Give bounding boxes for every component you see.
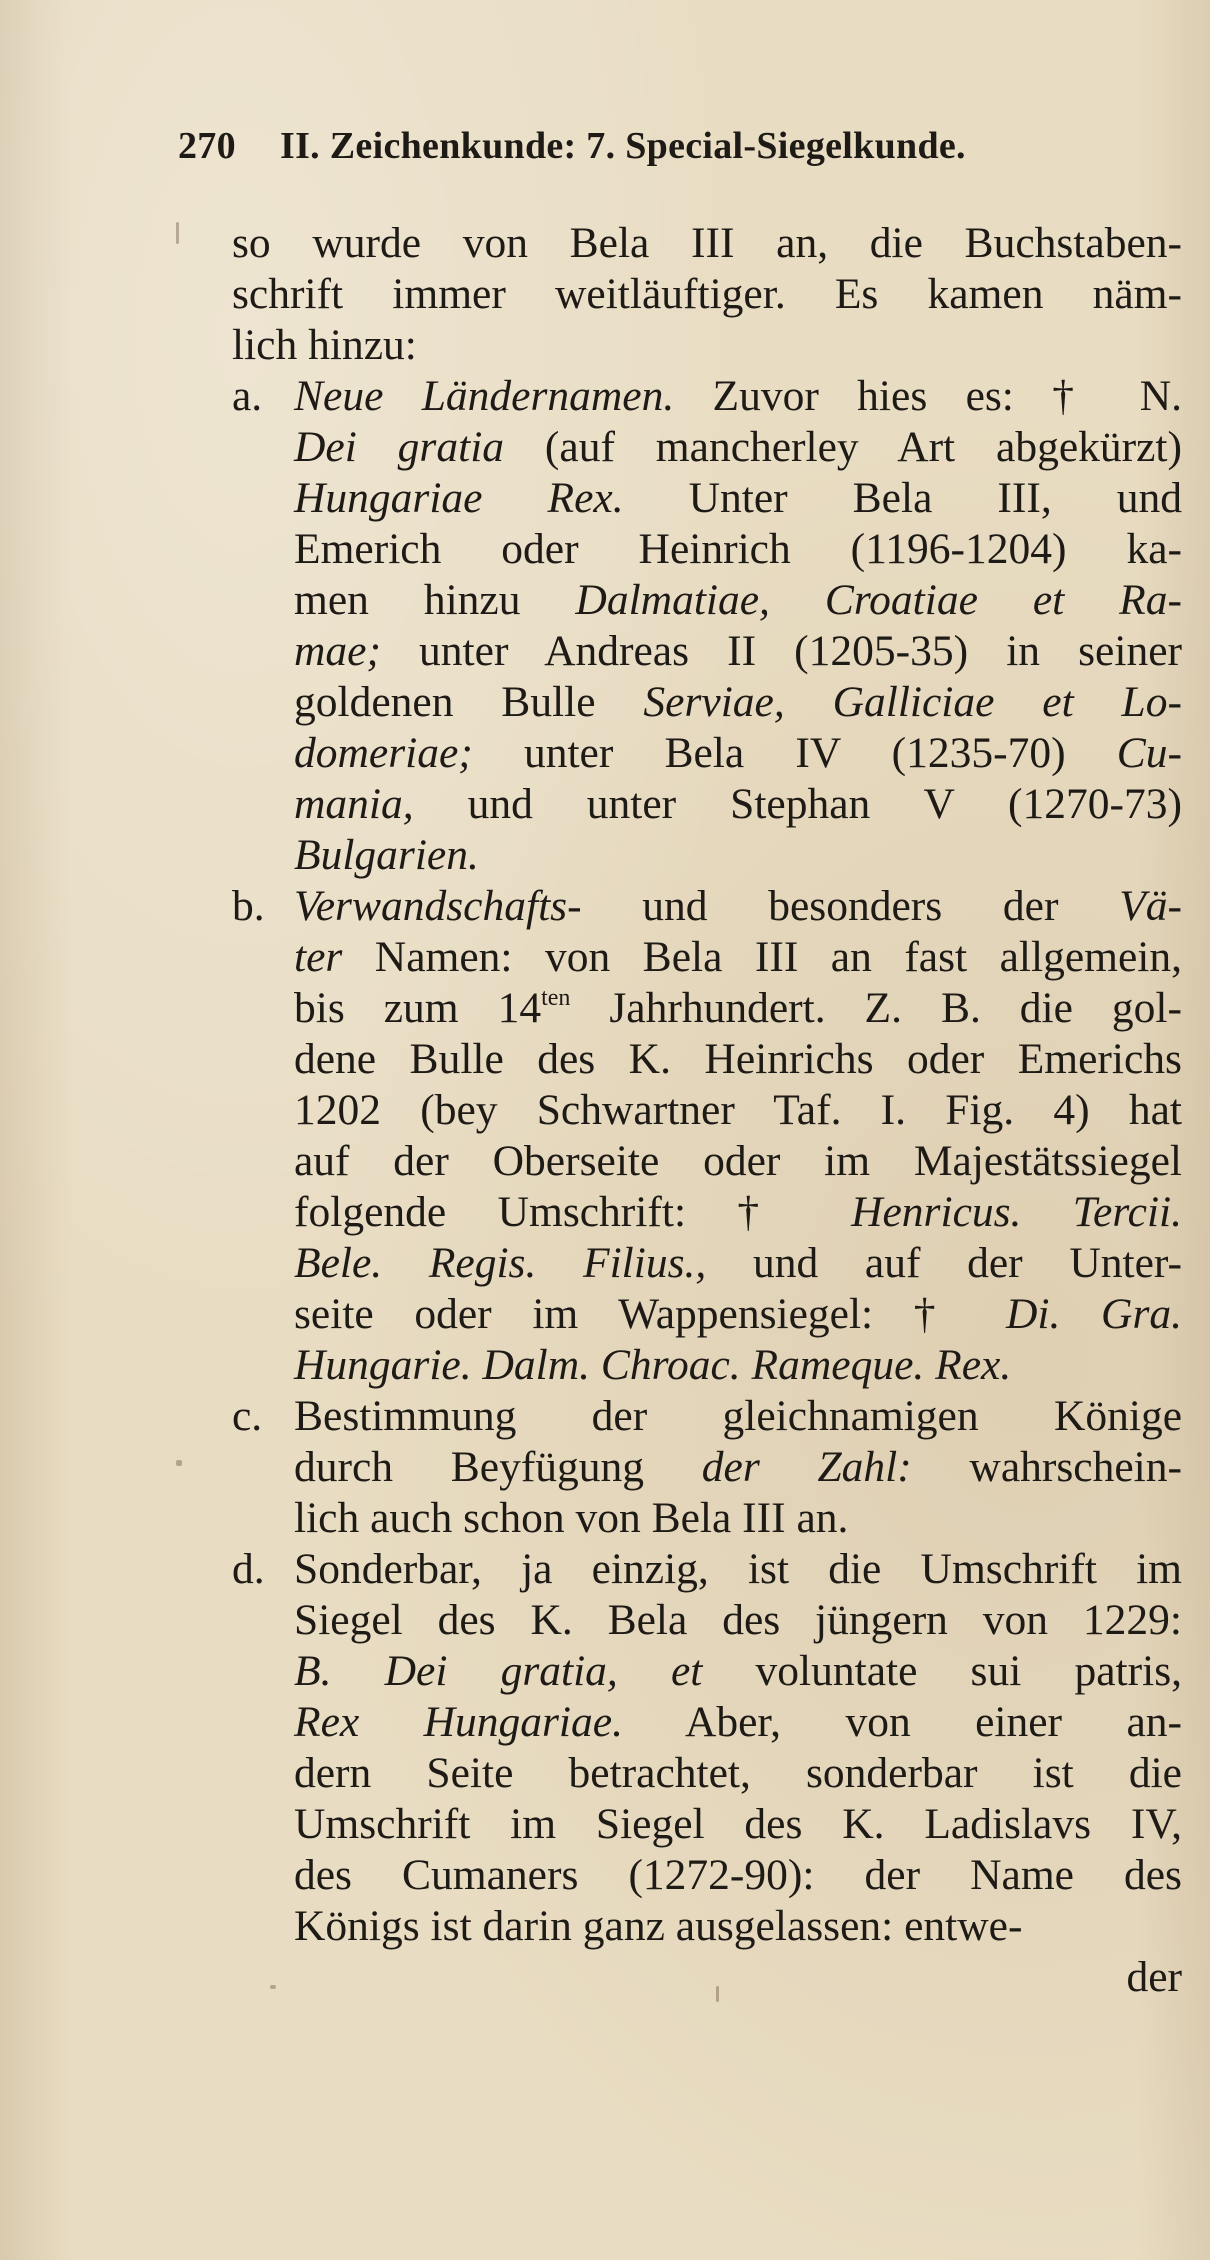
- text-line: [294, 524, 1182, 575]
- text-segment: Jahrhundert. Z. B. die gol-: [570, 984, 1182, 1032]
- text-segment: Bestimmung der gleichnamigen Könige: [294, 1392, 1182, 1440]
- text-line: [294, 422, 1182, 473]
- text-segment: Siegel des K. Bela des jüngern von 1229:: [294, 1596, 1182, 1644]
- italic-text: B. Dei gratia, et: [294, 1647, 703, 1695]
- text-segment: des Cumaners (1272-90): der Name des: [294, 1851, 1182, 1899]
- text-line: so wurde von Bela III an, die Buchstaben-: [232, 219, 1182, 267]
- text-line: [294, 473, 1182, 524]
- text-line: [294, 830, 1182, 881]
- text-line: [294, 1799, 1182, 1850]
- italic-text: domeriae;: [294, 729, 473, 777]
- text-segment: Königs ist darin ganz ausgelassen: entwe-: [294, 1902, 1023, 1950]
- body-text: [232, 218, 1182, 2003]
- text-line: lich hinzu:: [232, 321, 417, 369]
- text-line: [294, 1901, 1182, 1952]
- text-segment: men hinzu: [294, 576, 576, 624]
- enumerated-list: [232, 371, 1182, 1952]
- text-line: [294, 1544, 1182, 1595]
- italic-text: Cu-: [1116, 729, 1182, 777]
- running-head: [178, 124, 1138, 180]
- italic-text: Rex Hungariae.: [294, 1698, 623, 1746]
- paper-speck: [176, 222, 179, 244]
- text-segment: Emerich oder Heinrich (1196-1204) ka-: [294, 525, 1182, 573]
- text-line: [294, 1442, 1182, 1493]
- text-line: [294, 626, 1182, 677]
- list-item: [232, 1544, 1182, 1952]
- text-line: [294, 1595, 1182, 1646]
- italic-text: Hungarie. Dalm. Chroac. Rameque. Rex.: [294, 1341, 1012, 1389]
- italic-text: Henricus. Tercii.: [851, 1188, 1182, 1236]
- text-segment: folgende Umschrift: †: [294, 1188, 852, 1236]
- list-item-marker: d.: [232, 1545, 265, 1593]
- italic-text: Bulgarien.: [294, 831, 479, 879]
- text-segment: Aber, von einer an-: [622, 1698, 1182, 1746]
- text-segment: - und besonders der: [567, 882, 1120, 930]
- text-line: [294, 1034, 1182, 1085]
- text-line: [294, 881, 1182, 932]
- italic-text: ter: [294, 933, 343, 981]
- text-segment: Namen: von Bela III an fast allgemein,: [342, 933, 1182, 981]
- text-line: [294, 1238, 1182, 1289]
- text-segment: dern Seite betrachtet, sonderbar ist die: [294, 1749, 1182, 1797]
- text-line: [294, 1697, 1182, 1748]
- text-segment: (auf mancherley Art abgekürzt): [504, 423, 1182, 471]
- list-item: [232, 881, 1182, 1391]
- text-segment: wahrschein-: [911, 1443, 1182, 1491]
- text-segment: und auf der Unter-: [706, 1239, 1182, 1287]
- text-segment: lich auch schon von Bela III an.: [294, 1494, 849, 1542]
- text-line: [294, 1646, 1182, 1697]
- text-line: [294, 1493, 1182, 1544]
- italic-text: Serviae, Galliciae et Lo-: [643, 678, 1182, 726]
- text-segment: unter Andreas II (1205-35) in seiner: [380, 627, 1182, 675]
- italic-text: Bele. Regis. Filius.,: [294, 1239, 707, 1287]
- list-item-marker: c.: [232, 1392, 263, 1440]
- text-line: [294, 1289, 1182, 1340]
- text-segment: Umschrift im Siegel des K. Ladislavs IV,: [294, 1800, 1182, 1848]
- italic-text: Vä-: [1119, 882, 1182, 930]
- text-segment: bis zum 14: [294, 984, 542, 1032]
- text-line: [294, 1340, 1182, 1391]
- text-line: [294, 1085, 1182, 1136]
- italic-text: Di. Gra.: [1006, 1290, 1183, 1338]
- paper-speck: [270, 1985, 276, 1989]
- italic-text: der Zahl:: [701, 1443, 912, 1491]
- text-segment: und unter Stephan V (1270-73): [413, 780, 1182, 828]
- catchword: der: [1126, 1953, 1182, 2001]
- text-line: [294, 1136, 1182, 1187]
- text-segment: Unter Bela III, und: [623, 474, 1182, 522]
- text-segment: unter Bela IV (1235-70): [472, 729, 1117, 777]
- italic-text: mania,: [294, 780, 414, 828]
- text-line: [294, 1748, 1182, 1799]
- text-segment: Sonderbar, ja einzig, ist die Umschrift im: [294, 1545, 1182, 1593]
- list-item: [232, 371, 1182, 881]
- italic-text: Neue Ländernamen.: [294, 372, 675, 420]
- text-line: [294, 371, 1182, 422]
- text-segment: 1202 (bey Schwartner Taf. I. Fig. 4) hat: [294, 1086, 1182, 1134]
- text-line: [294, 1391, 1182, 1442]
- intro-paragraph: [232, 218, 1182, 371]
- page-number: 270: [178, 125, 236, 167]
- text-segment: voluntate sui patris,: [702, 1647, 1182, 1695]
- running-title: II. Zeichenkunde: 7. Special-Siegelkunde.: [280, 125, 966, 167]
- text-line: [294, 1850, 1182, 1901]
- text-segment: Zuvor hies es: † N.: [674, 372, 1183, 420]
- text-line: [294, 677, 1182, 728]
- list-item-marker: b.: [232, 882, 265, 930]
- text-line: [294, 779, 1182, 830]
- superscript: ten: [541, 984, 571, 1011]
- italic-text: Dalmatiae, Croatiae et Ra-: [575, 576, 1182, 624]
- text-line: [294, 932, 1182, 983]
- text-segment: goldenen Bulle: [294, 678, 644, 726]
- list-item: [232, 1391, 1182, 1544]
- text-line: [294, 1187, 1182, 1238]
- paper-speck: [716, 1986, 719, 2002]
- paper-speck: [176, 1460, 182, 1466]
- italic-text: mae;: [294, 627, 381, 675]
- text-segment: seite oder im Wappensiegel: †: [294, 1290, 1006, 1338]
- list-item-marker: a.: [232, 372, 263, 420]
- text-line: [294, 983, 1182, 1034]
- text-line: schrift immer weitläuftiger. Es kamen näm-: [232, 270, 1182, 318]
- italic-text: Verwandschafts: [294, 882, 568, 930]
- italic-text: Hungariae Rex.: [294, 474, 624, 522]
- text-line: [294, 728, 1182, 779]
- text-line: [294, 575, 1182, 626]
- italic-text: Dei gratia: [294, 423, 505, 471]
- text-segment: dene Bulle des K. Heinrichs oder Emerichs: [294, 1035, 1182, 1083]
- text-segment: auf der Oberseite oder im Majestätssiegel: [294, 1137, 1182, 1185]
- text-segment: durch Beyfügung: [294, 1443, 702, 1491]
